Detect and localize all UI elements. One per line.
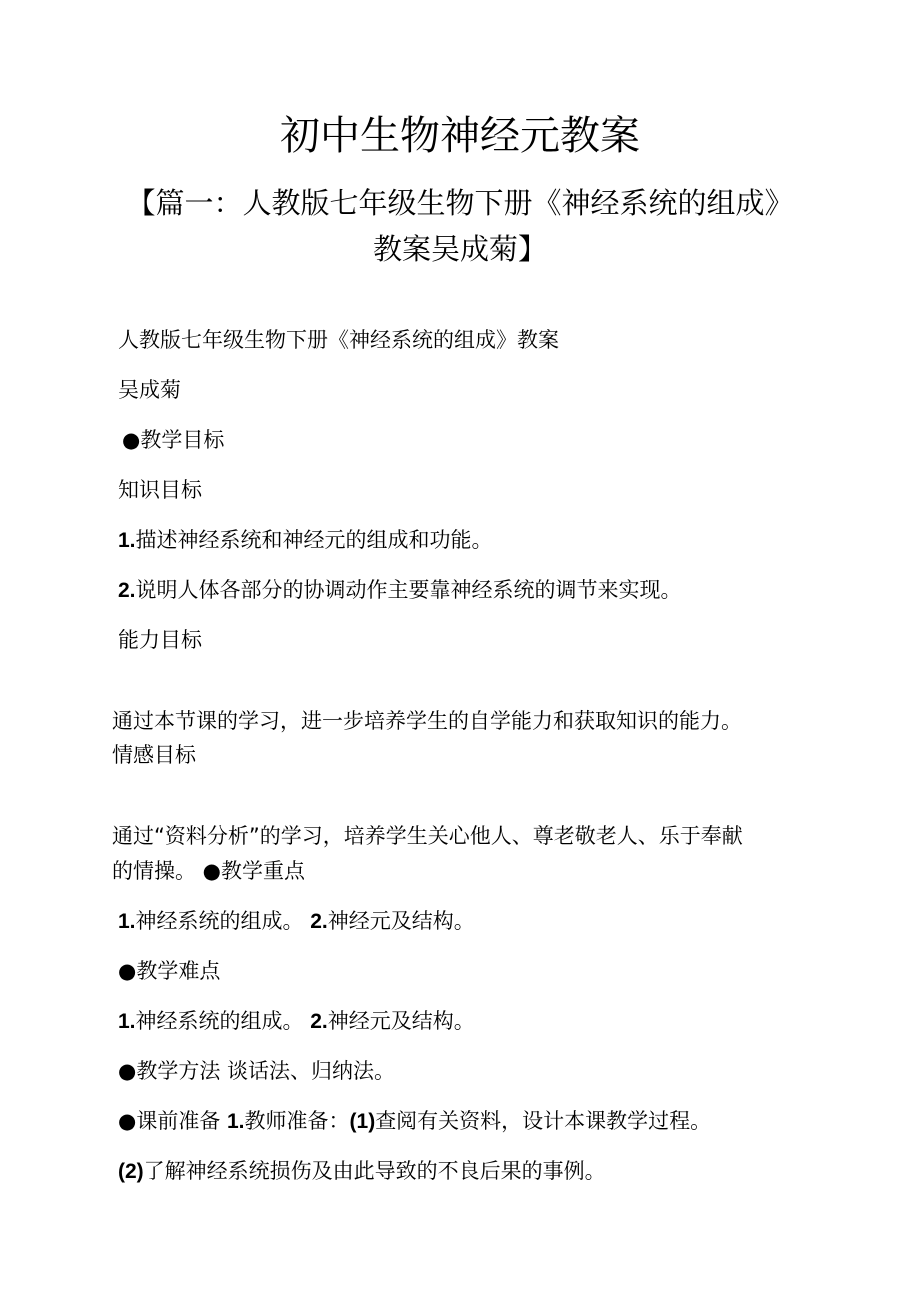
subtitle [60,180,860,272]
prep-label: ●课前准备 [118,1109,227,1133]
preparation [118,1106,711,1137]
item-text: 神经系统的组成。 [135,1009,304,1033]
prep-teacher: 教师准备： [244,1109,350,1133]
item-number: (1) [349,1110,376,1133]
item-text: 神经元及结构。 [327,1009,475,1033]
subtitle-line-1: 【篇一：人教版七年级生物下册《神经系统的组成》 [126,186,794,220]
ability-goal-text: 通过本节课的学习，进一步培养学生的自学能力和获取知识的能力。 [112,709,742,733]
emotion-goal-text: 通过“资料分析”的学习，培养学生关心他人、尊老敬老人、乐于奉献 [112,824,743,848]
difficult-points [118,1006,475,1037]
subtitle-line-2: 教案吴成菊】 [372,232,547,266]
knowledge-item-2 [118,575,682,606]
page-title: 初中生物神经元教案 [280,113,640,159]
emotion-goal-text-cont: 的情操。 ●教学重点 [112,859,305,883]
section-difficulties: ●教学难点 [118,959,221,983]
knowledge-item-1 [118,525,493,556]
item-number: 1. [118,910,136,933]
item-text: 说明人体各部分的协调动作主要靠神经系统的调节来实现。 [135,578,682,602]
knowledge-goal-heading: 知识目标 [118,478,202,502]
item-number: 2. [310,1010,328,1033]
item-number: 2. [310,910,328,933]
prep-text: 查阅有关资料，设计本课教学过程。 [375,1109,712,1133]
item-number: 1. [118,529,136,552]
preparation-2 [118,1156,606,1187]
doc-heading: 人教版七年级生物下册《神经系统的组成》教案 [118,328,559,352]
section-teaching-goals: ●教学目标 [122,428,225,452]
item-number: (2) [118,1160,144,1183]
ability-goal-heading: 能力目标 [118,628,202,652]
item-text: 描述神经系统和神经元的组成和功能。 [135,528,493,552]
emotion-goal-heading: 情感目标 [112,743,196,767]
item-number: 2. [118,579,136,602]
author: 吴成菊 [118,378,181,402]
item-text: 神经元及结构。 [327,909,475,933]
item-text: 神经系统的组成。 [135,909,304,933]
item-number: 1. [227,1110,245,1133]
key-points [118,906,475,937]
prep-text: 了解神经系统损伤及由此导致的不良后果的事例。 [143,1159,606,1183]
item-number: 1. [118,1010,136,1033]
teaching-method: ●教学方法 谈话法、归纳法。 [118,1059,395,1083]
